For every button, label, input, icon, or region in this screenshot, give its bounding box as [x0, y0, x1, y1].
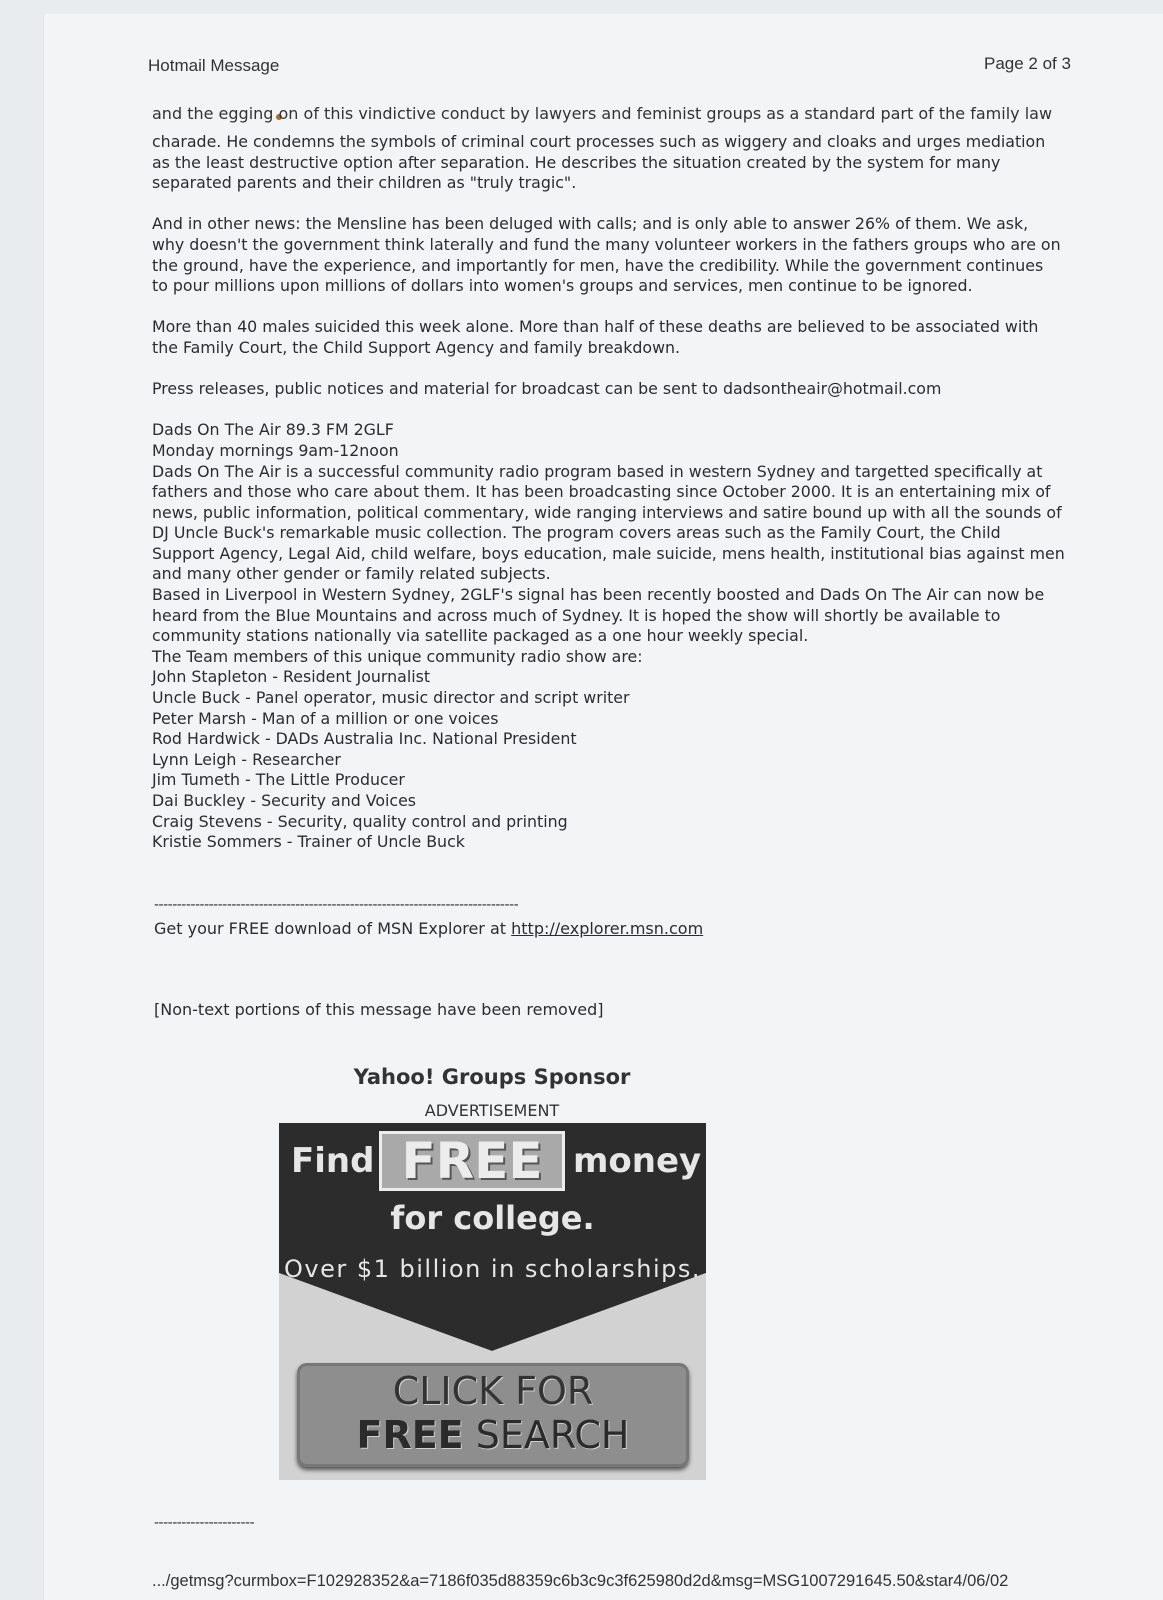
- college-money-ad[interactable]: [279, 1123, 706, 1480]
- removed-notice: [Non-text portions of this message have been removed]: [154, 1000, 604, 1019]
- ad-money-text: money: [573, 1141, 702, 1181]
- paragraph-2: And in other news: the Mensline has been deluged with calls; and is only able to answer 26% of them. We ask, why doesn't the government think laterally and fund the many volunteer workers in the fathers groups who are on the ground, have the experience, and importantly for men, have the credibility. While the government continues to pour millions upon millions of dollars into women's groups and services, men continue to be ignored.: [152, 214, 1061, 296]
- paragraph-5: Dads On The Air 89.3 FM 2GLF Monday mornings 9am-12noon Dads On The Air is a successful community radio program based in western Sydney and targetted specifically at fathers and those who care about them. It has been broadcasting since October 2000. It is an entertaining mix of news, public information, political commentary, wide ranging interviews and satire bound up with all the sounds of DJ Uncle Buck's remarkable music collection. The program covers areas such as the Family Court, the Child Support Agency, Legal Aid, child welfare, boys education, male suicide, mens health, institutional bias against men and many other gender or family related subjects. Based in Liverpool in Western Sydney, 2GLF's signal has been recently boosted and Dads On The Air can now be heard from the Blue Mountains and across much of Sydney. It is hoped the show will shortly be available to community stations nationally via satellite packaged as a one hour weekly special. The Team members of this unique community radio show are: John Stapleton - Resident Journalist Uncle Buck - Panel operator, music director and script writer Peter Marsh - Man of a million or one voices Rod Hardwick - DADs Australia Inc. National President Lynn Leigh - Researcher Jim Tumeth - The Little Producer Dai Buckley - Security and Voices Craig Stevens - Security, quality control and printing Kristie Sommers - Trainer of Uncle Buck: [152, 420, 1065, 852]
- msn-promo: [154, 919, 703, 938]
- advertisement-label: ADVERTISEMENT: [424, 1101, 560, 1120]
- paragraph-1: charade. He condemns the symbols of criminal court processes such as wiggery and cloaks and urges mediation as the least destructive option after separation. He describes the situation created by the system for many separated parents and their children as "truly tragic".: [152, 132, 1046, 193]
- paragraph-4: Press releases, public notices and material for broadcast can be sent to dadsontheair@hotmail.com: [152, 379, 942, 399]
- message-body: [152, 132, 1065, 853]
- footer-url: .../getmsg?curmbox=F102928352&a=7186f035d88359c6b3c9c3f625980d2d&msg=MSG1007291645.50&star4/06/02: [152, 1572, 1009, 1590]
- paragraph-3: More than 40 males suicided this week alone. More than half of these deaths are believed to be associated with the Family Court, the Child Support Agency and family breakdown.: [152, 317, 1039, 357]
- button-line-2: FREE SEARCH: [356, 1413, 630, 1457]
- page-indicator: Page 2 of 3: [984, 54, 1071, 73]
- separator-line: --------------------------------------------------------------------------------: [154, 897, 519, 913]
- sponsor-title: Yahoo! Groups Sponsor: [353, 1065, 631, 1089]
- ad-find-text: Find: [291, 1141, 375, 1181]
- clipped-line: and the egging on of this vindictive conduct by lawyers and feminist groups as a standard part of the family law: [152, 104, 1053, 123]
- ad-free-badge: FREE: [379, 1131, 565, 1191]
- separator-line-2: ----------------------: [154, 1515, 255, 1531]
- msn-explorer-link[interactable]: http://explorer.msn.com: [511, 919, 704, 938]
- msn-promo-text: Get your FREE download of MSN Explorer at: [154, 919, 512, 938]
- button-line-1: CLICK FOR: [392, 1369, 594, 1413]
- window-title: Hotmail Message: [148, 56, 280, 75]
- ad-scholarship-text: Over $1 billion in scholarships.: [283, 1255, 702, 1283]
- ad-college-text: for college.: [390, 1199, 595, 1237]
- free-search-button[interactable]: [297, 1363, 689, 1467]
